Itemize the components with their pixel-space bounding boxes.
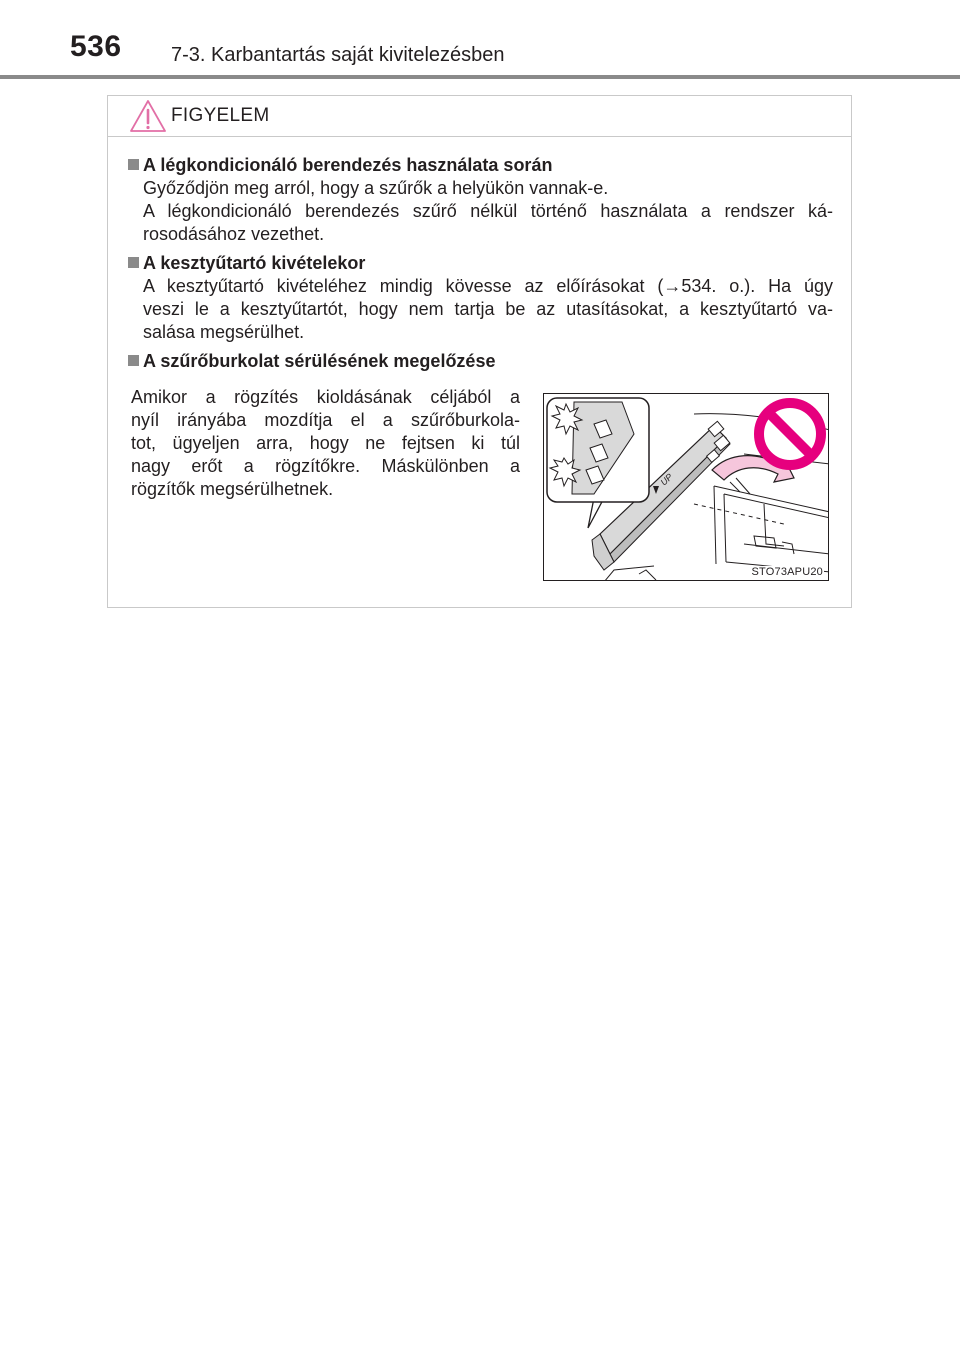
caution-title: FIGYELEM bbox=[171, 105, 270, 126]
page-number: 536 bbox=[70, 30, 122, 63]
up-label: UP bbox=[658, 471, 675, 488]
prohibition-sign-icon bbox=[759, 403, 821, 465]
filter-cover-drawing bbox=[544, 394, 829, 581]
header-rule bbox=[0, 75, 960, 79]
caution-item bbox=[128, 154, 833, 246]
item-heading: A légkondicionáló berendezés használata során bbox=[128, 154, 833, 177]
item-heading: A kesztyűtartó kivételekor bbox=[128, 252, 833, 275]
square-bullet-icon bbox=[128, 355, 139, 366]
item-body: Amikor a rögzítés kioldásának céljából a nyíl irányába mozdítja el a szűrőburkola- tot, ügyeljen arra, hogy ne fejtsen ki túl nagy erőt a rögzítőkre. Máskülönben a rögzítők megsérülhetnek. bbox=[131, 387, 520, 499]
square-bullet-icon bbox=[128, 257, 139, 268]
square-bullet-icon bbox=[128, 159, 139, 170]
item-body: Győződjön meg arról, hogy a szűrők a helyükön vannak-e. A légkondicionáló berendezés szűrő nélkül történő használata a rendszer ká- rosodásához vezethet. bbox=[143, 178, 833, 244]
filter-cover-illustration bbox=[543, 393, 829, 581]
section-title: 7-3. Karbantartás saját kivitelezésben bbox=[171, 44, 505, 66]
caution-item bbox=[128, 252, 833, 344]
caution-item bbox=[128, 350, 833, 373]
caution-header bbox=[108, 96, 851, 137]
item-body: A kesztyűtartó kivételéhez mindig kövesse az előírásokat (→534. o.). Ha úgy veszi le a kesztyűtartót, hogy nem tartja be az utasításokat, a kesztyűtartó va- salása megsérülhet. bbox=[143, 276, 833, 342]
caution-box bbox=[107, 95, 852, 608]
warning-triangle-icon bbox=[128, 98, 168, 134]
item-heading: A szűrőburkolat sérülésének megelőzése bbox=[128, 350, 833, 373]
figure-code: STO73APU20 bbox=[751, 566, 823, 578]
